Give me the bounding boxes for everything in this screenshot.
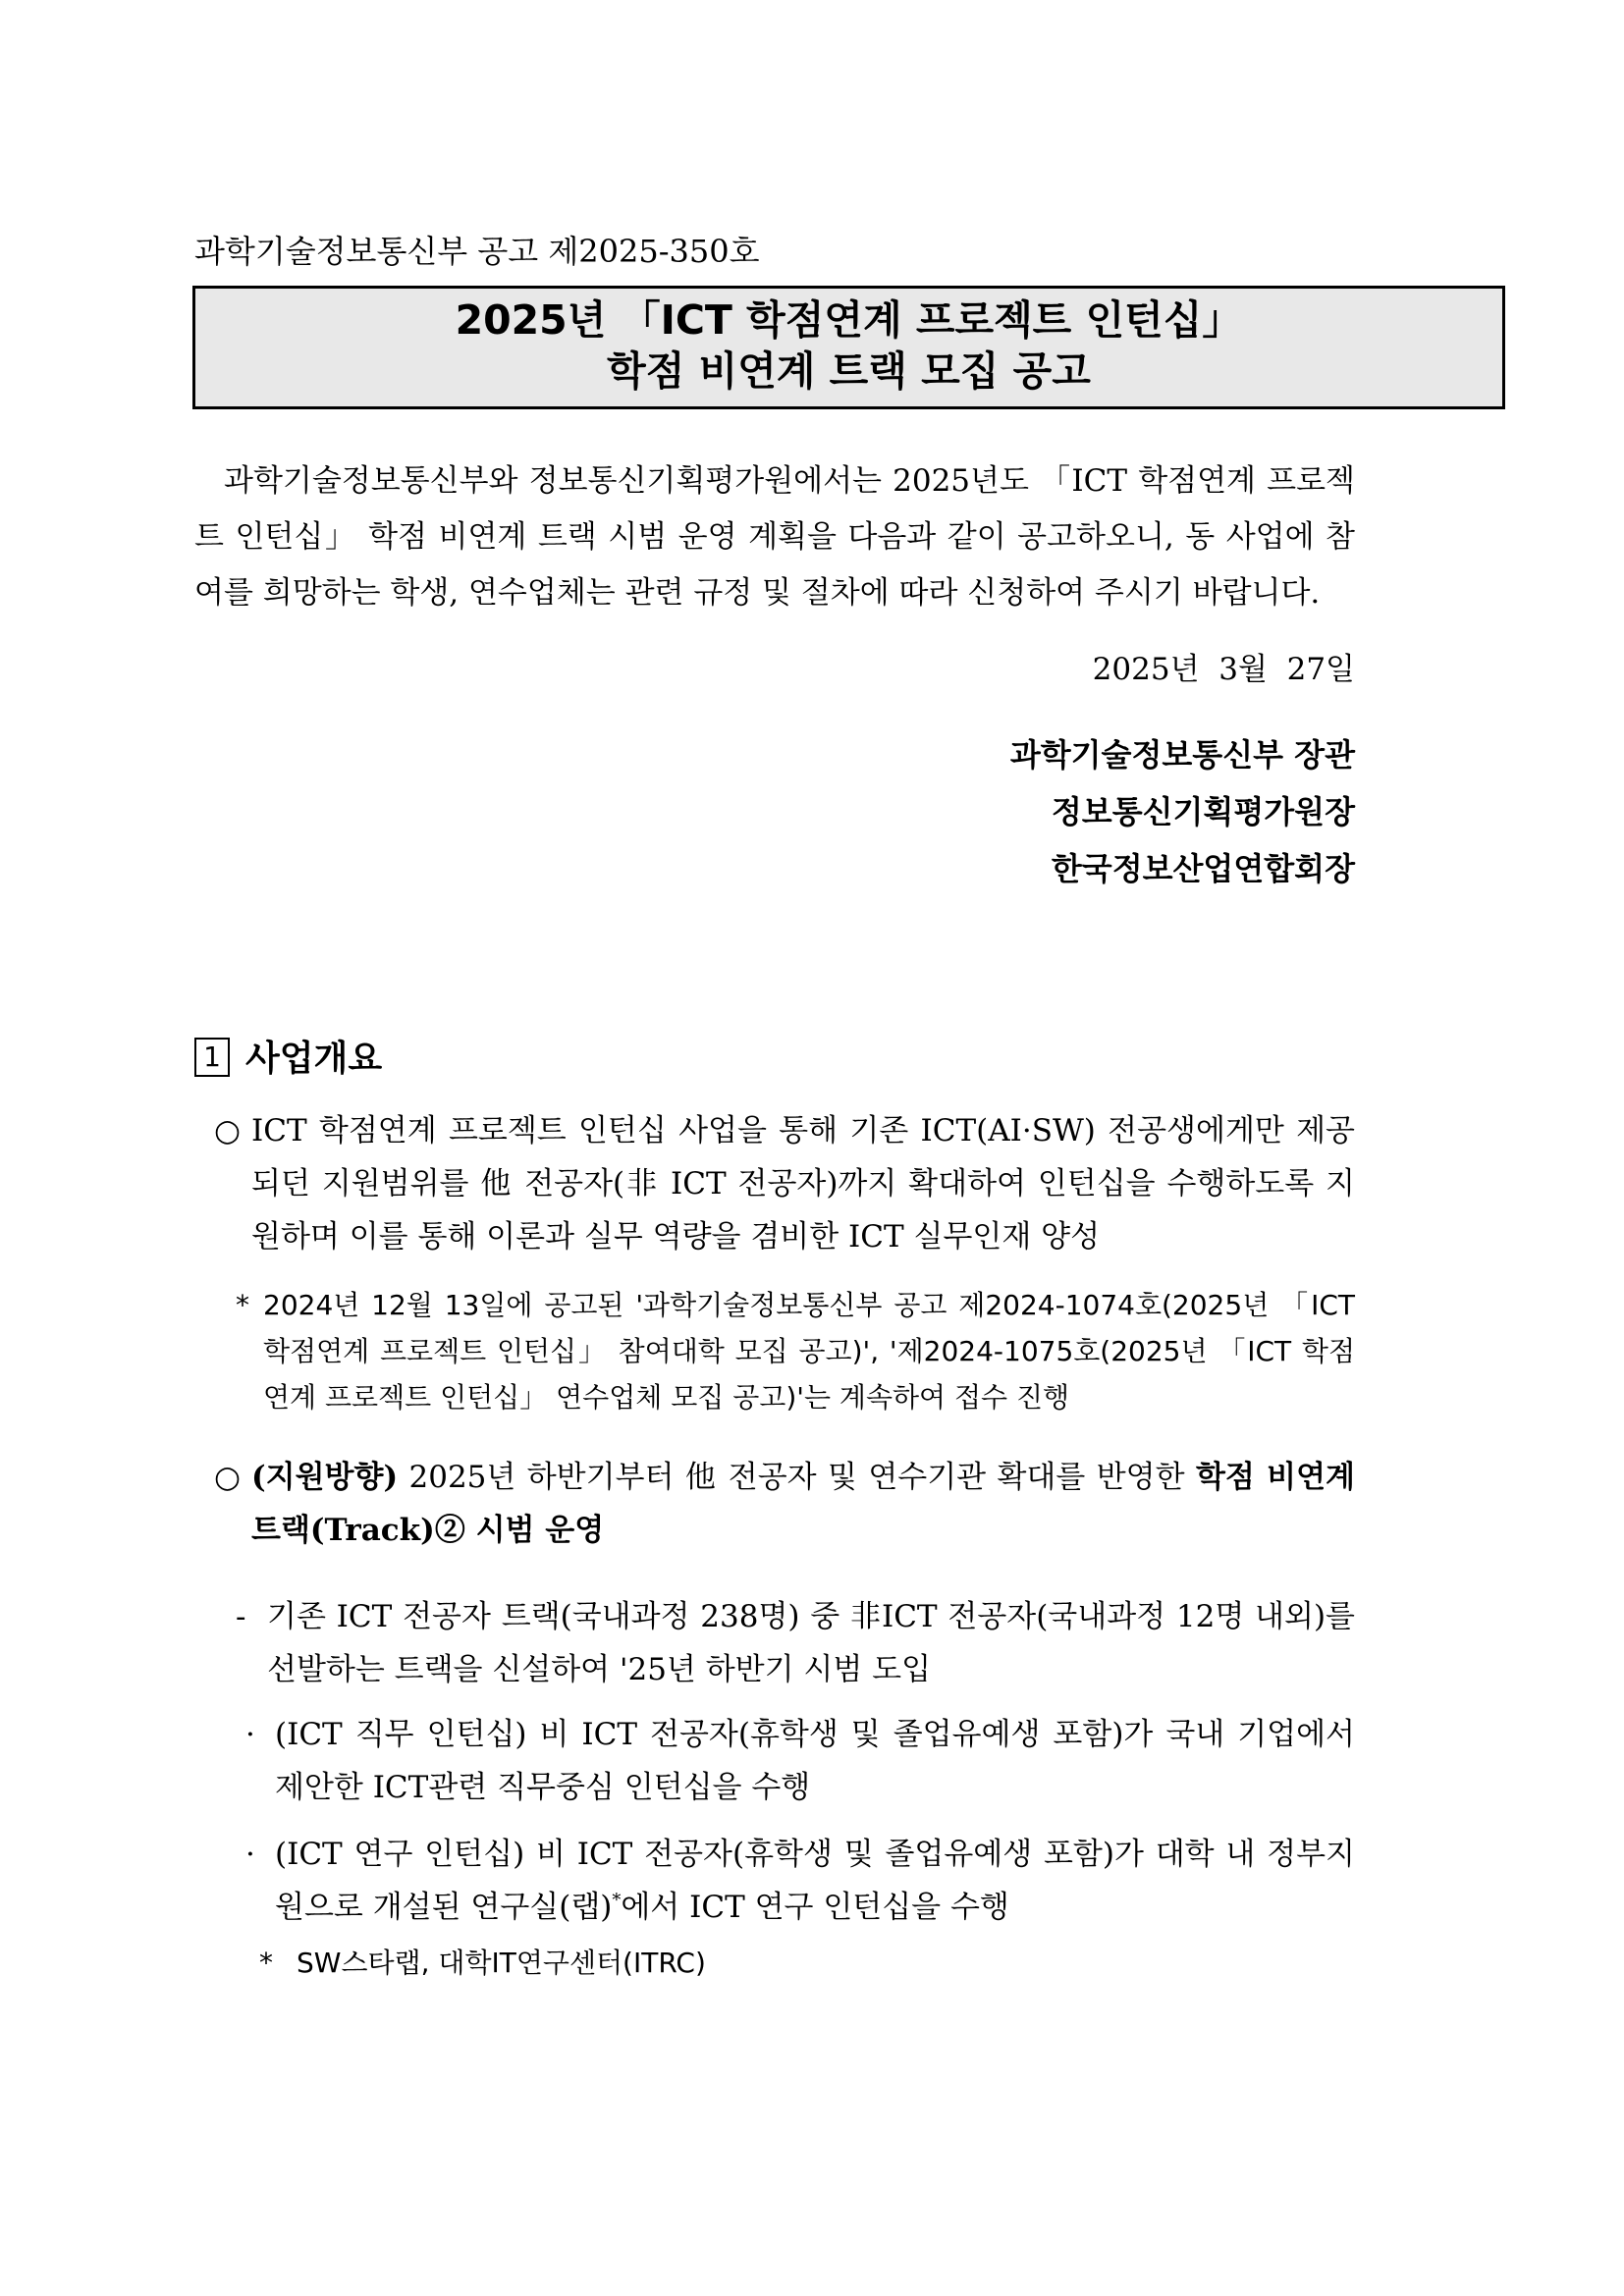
title-box [192, 286, 1505, 409]
overview-bullet-1-text: ICT 학점연계 프로젝트 인턴십 사업을 통해 기존 ICT(AI·SW) 전공생에게만 제공되던 지원범위를 他 전공자(非 ICT 전공자)까지 확대하여 인턴십을 수행하도록 지원하며 이를 통해 이론과 실무 역량을 겸비한 ICT 실무인재 양성 [251, 1113, 1355, 1255]
section-heading [194, 1036, 382, 1083]
overview-dash-1 [236, 1590, 1355, 1696]
footnote-marker: * [612, 1890, 622, 1911]
asterisk-icon: * [259, 1947, 273, 1979]
section-number-box: 1 [194, 1038, 230, 1077]
circle-bullet-icon: ○ [214, 1113, 242, 1148]
research-internship-text: (ICT 연구 인턴십) 비 ICT 전공자(휴학생 및 졸업유예생 포함)가 대학 내 정부지원으로 개설된 연구실(랩) [275, 1837, 1355, 1925]
overview-dot-1-text: (ICT 직무 인턴십) 비 ICT 전공자(휴학생 및 졸업유예생 포함)가 국내 기업에서 제안한 ICT관련 직무중심 인턴십을 수행 [275, 1717, 1355, 1805]
title-line-1: 2025년 「ICT 학점연계 프로젝트 인턴십」 [455, 296, 1243, 344]
overview-bullet-2 [214, 1451, 1355, 1557]
support-direction-text: 2025년 하반기부터 他 전공자 및 연수기관 확대를 반영한 [398, 1460, 1196, 1495]
overview-note-2 [259, 1940, 1355, 1986]
signatory-minister: 과학기술정보통신부 장관 [1009, 736, 1355, 774]
overview-note-1 [236, 1282, 1355, 1420]
support-direction-emphasis: 학점 비연계 트랙(Track)② 시범 운영 [251, 1460, 1355, 1548]
overview-bullet-2-text [214, 1451, 1355, 1557]
section-title: 사업개요 [245, 1039, 383, 1079]
signatory-iitp: 정보통신기획평가원장 [1051, 793, 1355, 830]
overview-dot-1 [245, 1708, 1355, 1814]
asterisk-icon: * [236, 1289, 249, 1321]
circle-bullet-icon: ○ [214, 1460, 242, 1495]
notice-number: 과학기술정보통신부 공고 제2025-350호 [194, 233, 760, 270]
support-direction-label: (지원방향) [251, 1460, 399, 1495]
middle-dot-icon: · [245, 1717, 255, 1752]
overview-dot-2-text [245, 1828, 1355, 1934]
research-internship-text-tail: 에서 ICT 연구 인턴십을 수행 [621, 1890, 1009, 1925]
middle-dot-icon: · [245, 1837, 255, 1872]
title-line-2: 학점 비연계 트랙 모집 공고 [607, 347, 1091, 395]
dash-bullet-icon: - [236, 1599, 246, 1634]
overview-dash-1-text: 기존 ICT 전공자 트랙(국내과정 238명) 중 非ICT 전공자(국내과정 12명 내외)를 선발하는 트랙을 신설하여 '25년 하반기 시범 도입 [267, 1599, 1355, 1687]
overview-bullet-1 [214, 1104, 1355, 1263]
signatories [864, 726, 1355, 897]
intro-paragraph: 과학기술정보통신부와 정보통신기획평가원에서는 2025년도 「ICT 학점연계 프로젝트 인턴십」 학점 비연계 트랙 시범 운영 계획을 다음과 같이 공고하오니, 동 사업에 참여를 희망하는 학생, 연수업체는 관련 규정 및 절차에 따라 신청하여 주시기 바랍니다. [194, 463, 1355, 611]
overview-dot-2 [245, 1828, 1355, 1934]
overview-note-2-text: SW스타랩, 대학IT연구센터(ITRC) [297, 1947, 706, 1979]
signatory-fkii: 한국정보산업연합회장 [1051, 850, 1355, 887]
notice-date: 2025년 3월 27일 [1092, 652, 1355, 687]
overview-note-1-text: 2024년 12월 13일에 공고된 '과학기술정보통신부 공고 제2024-1074호(2025년 「ICT 학점연계 프로젝트 인턴십」 참여대학 모집 공고)', '제2024-1075호(2025년 「ICT 학점연계 프로젝트 인턴십」 연수업체 모집 공고)'는 계속하여 접수 진행 [263, 1289, 1355, 1414]
